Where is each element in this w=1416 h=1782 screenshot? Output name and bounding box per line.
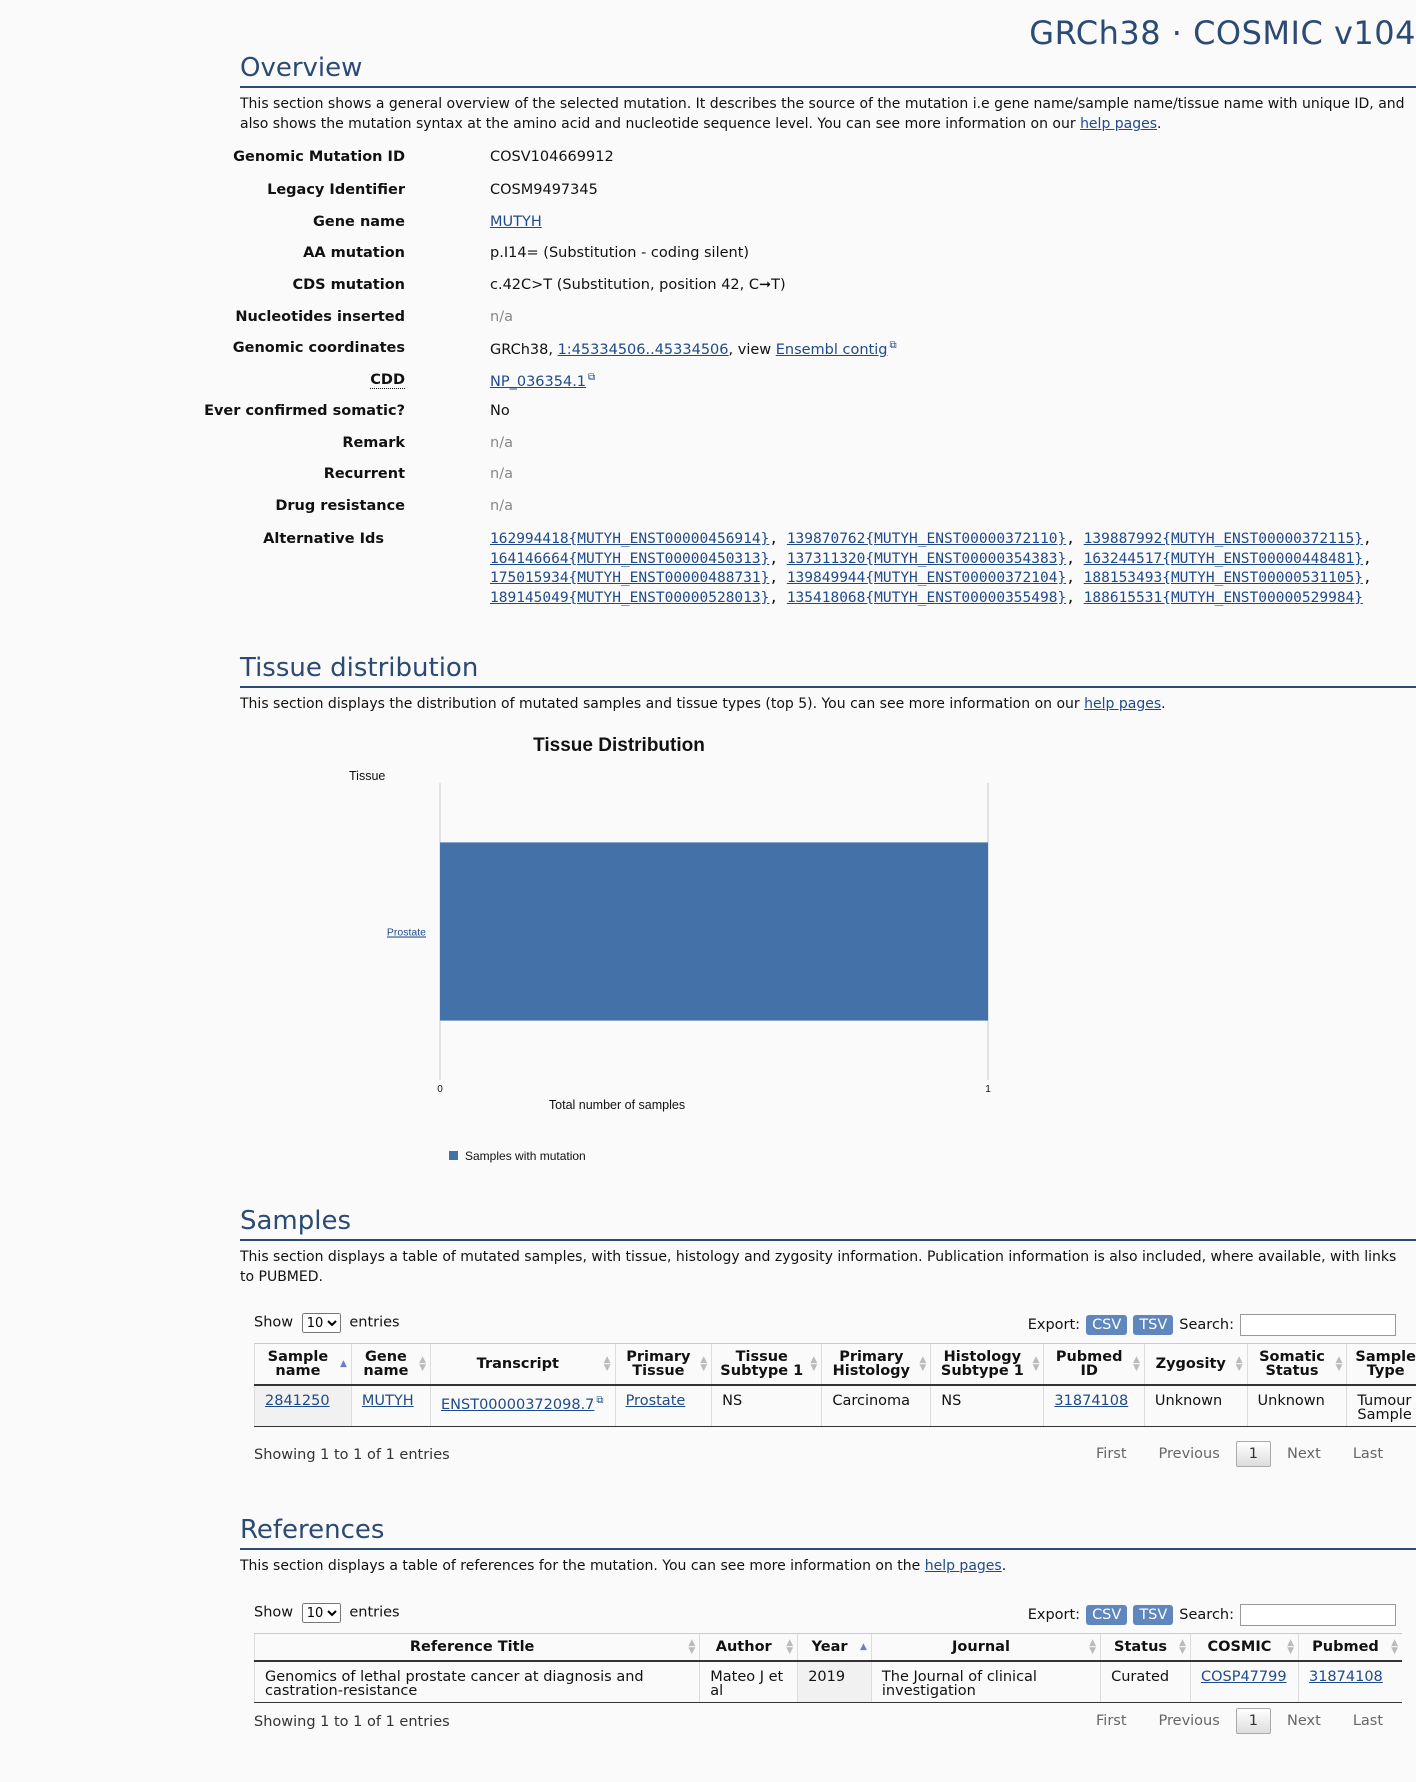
export-label: Export: bbox=[1027, 1607, 1081, 1623]
col-label: COSMIC bbox=[1207, 1639, 1272, 1655]
sort-icon: ▲ ▼ bbox=[919, 1355, 927, 1373]
separator: , bbox=[1066, 570, 1084, 586]
references-info: Showing 1 to 1 of 1 entries bbox=[254, 1714, 450, 1730]
row-cds-mutation bbox=[240, 277, 1416, 301]
samples-desc-line1: This section displays a table of mutated samples, with tissue, histology and zygosity information. Publication information is also included, where available, with links bbox=[240, 1249, 1397, 1265]
legend-label: Samples with mutation bbox=[465, 1149, 586, 1163]
chart-bars bbox=[440, 842, 988, 1020]
search-label: Search: bbox=[1179, 1317, 1234, 1333]
gene-name-link[interactable]: MUTYH bbox=[490, 214, 542, 230]
alternative-id-link[interactable]: 188153493{MUTYH_ENST00000531105} bbox=[1083, 570, 1364, 586]
chart-category-label[interactable]: Prostate bbox=[386, 926, 426, 939]
sort-icon: ▲ ▼ bbox=[1287, 1638, 1294, 1656]
chart-x-tick-label: 1 bbox=[985, 1084, 991, 1095]
sort-icon: ▲ ▼ bbox=[810, 1355, 818, 1373]
separator: , bbox=[769, 531, 787, 547]
chart-x-tick-labels bbox=[437, 1084, 991, 1095]
external-link-icon: ⧉ bbox=[889, 340, 897, 351]
separator: , bbox=[769, 570, 787, 586]
separator: , bbox=[1066, 550, 1084, 567]
sort-icon: ▲ ▼ bbox=[1335, 1355, 1343, 1373]
samples-table bbox=[254, 1343, 1416, 1427]
references-heading: References bbox=[240, 1514, 1416, 1550]
alternative-id-link[interactable]: 162994418{MUTYH_ENST00000456914} bbox=[490, 531, 770, 547]
label-cds-mutation: CDS mutation bbox=[292, 277, 405, 293]
overview-desc-end: . bbox=[1157, 116, 1162, 132]
alternative-ids-list bbox=[490, 530, 1416, 608]
references-desc-end: . bbox=[1001, 1558, 1007, 1574]
row-drug-resistance bbox=[240, 498, 1416, 522]
label-genomic-mutation-id: Genomic Mutation ID bbox=[233, 149, 405, 165]
alternative-id-link[interactable]: 139849944{MUTYH_ENST00000372104} bbox=[786, 570, 1067, 586]
col-label: Primary Histology bbox=[832, 1349, 911, 1379]
coords-prefix: GRCh38, bbox=[490, 341, 558, 358]
samples-pagination bbox=[1080, 1441, 1399, 1467]
label-ever-confirmed-somatic: Ever confirmed somatic? bbox=[204, 403, 405, 419]
samples-desc-line2: to PUBMED. bbox=[240, 1269, 323, 1285]
cell-zygosity: Unknown bbox=[1144, 1385, 1247, 1427]
samples-description bbox=[240, 1247, 1416, 1287]
overview-desc-text: also shows the mutation syntax at the amino acid and nucleotide sequence level. You can see more information on our bbox=[240, 116, 1081, 132]
cell-author: Mateo J et al bbox=[700, 1661, 798, 1703]
transcript-link[interactable]: ENST00000372098.7 bbox=[441, 1396, 595, 1413]
export-label: Export: bbox=[1027, 1317, 1081, 1333]
export-csv-button[interactable]: CSV bbox=[1086, 1605, 1127, 1625]
overview-heading: Overview bbox=[240, 52, 1416, 88]
sort-icon: ▲ ▼ bbox=[688, 1638, 696, 1656]
samples-search-input[interactable] bbox=[1240, 1314, 1396, 1336]
col-label: Reference Title bbox=[409, 1639, 535, 1655]
pager-current-page[interactable]: 1 bbox=[1236, 1441, 1271, 1467]
col-somatic-status[interactable] bbox=[1247, 1344, 1347, 1386]
pager-last[interactable]: Last bbox=[1352, 1713, 1384, 1729]
cdd-link[interactable]: NP_036354.1 bbox=[490, 373, 587, 390]
row-cdd bbox=[240, 372, 1416, 396]
references-length-control bbox=[254, 1603, 400, 1623]
tissue-description bbox=[240, 694, 1416, 714]
sample-link[interactable]: 2841250 bbox=[265, 1393, 330, 1409]
col-reference-title[interactable] bbox=[255, 1634, 700, 1662]
col-gene-name[interactable] bbox=[351, 1344, 430, 1386]
value-ever-confirmed-somatic: No bbox=[490, 403, 510, 419]
chart-y-axis-title: Tissue bbox=[349, 769, 386, 783]
col-label: Zygosity bbox=[1155, 1356, 1226, 1372]
col-transcript[interactable] bbox=[431, 1344, 616, 1386]
references-page-size-select[interactable] bbox=[302, 1603, 341, 1623]
alternative-id-link[interactable]: 135418068{MUTYH_ENST00000355498} bbox=[786, 589, 1067, 606]
cell-histology-subtype: NS bbox=[931, 1385, 1044, 1427]
cell-tissue-subtype: NS bbox=[712, 1385, 822, 1427]
col-label: Somatic Status bbox=[1259, 1349, 1325, 1379]
search-label: Search: bbox=[1179, 1607, 1234, 1623]
value-nucleotides-inserted: n/a bbox=[490, 309, 513, 325]
row-genomic-mutation-id bbox=[233, 149, 1416, 173]
sort-icon: ▲ ▼ bbox=[603, 1355, 611, 1373]
pubmed-link[interactable]: 31874108 bbox=[1054, 1393, 1129, 1409]
chart-title: Tissue Distribution bbox=[533, 735, 705, 756]
col-label: Status bbox=[1114, 1639, 1168, 1655]
legend-swatch bbox=[449, 1151, 458, 1160]
col-label: Histology Subtype 1 bbox=[940, 1349, 1024, 1379]
label-nucleotides-inserted: Nucleotides inserted bbox=[235, 309, 405, 325]
pager-previous[interactable]: Previous bbox=[1158, 1446, 1220, 1462]
cell-sample-type: Tumour Sample bbox=[1347, 1385, 1416, 1427]
help-pages-link[interactable]: help pages bbox=[1084, 696, 1162, 712]
table-row bbox=[255, 1661, 1403, 1703]
col-label: Journal bbox=[952, 1639, 1010, 1655]
cell-somatic-status: Unknown bbox=[1247, 1385, 1347, 1427]
coordinates-link[interactable]: 1:45334506..45334506 bbox=[557, 341, 729, 358]
value-cds-mutation: c.42C>T (Substitution, position 42, C➞T) bbox=[490, 277, 786, 293]
pager-first[interactable]: First bbox=[1096, 1713, 1127, 1729]
references-table bbox=[254, 1633, 1402, 1703]
row-aa-mutation bbox=[240, 245, 1416, 269]
export-csv-button[interactable]: CSV bbox=[1086, 1315, 1127, 1335]
overview-desc-line2 bbox=[240, 114, 1416, 134]
alternative-id-link[interactable]: 163244517{MUTYH_ENST00000448481} bbox=[1083, 550, 1364, 567]
sort-icon: ▲ ▼ bbox=[1032, 1355, 1040, 1373]
gene-link[interactable]: MUTYH bbox=[361, 1393, 414, 1409]
samples-page-size-select[interactable] bbox=[302, 1313, 341, 1333]
col-primary-histology[interactable] bbox=[822, 1344, 931, 1386]
pager-next[interactable]: Next bbox=[1287, 1713, 1321, 1729]
overview-desc-line1: This section shows a general overview of the selected mutation. It describes the source of the mutation i.e gene name/sample name/tissue name with unique ID, and bbox=[240, 96, 1405, 112]
value-remark: n/a bbox=[490, 435, 513, 451]
label-drug-resistance: Drug resistance bbox=[275, 498, 405, 514]
references-description bbox=[240, 1556, 1416, 1576]
label-genomic-coordinates: Genomic coordinates bbox=[232, 340, 405, 356]
chart-legend bbox=[449, 1149, 586, 1163]
separator: , bbox=[1363, 550, 1372, 567]
chart-x-tick-label: 0 bbox=[437, 1084, 443, 1095]
value-aa-mutation: p.I14= (Substitution - coding silent) bbox=[490, 245, 750, 261]
cell-primary-histology: Carcinoma bbox=[822, 1385, 931, 1427]
sort-icon: ▲ ▼ bbox=[700, 1355, 708, 1373]
alternative-id-link[interactable]: 139870762{MUTYH_ENST00000372110} bbox=[786, 531, 1067, 547]
cell-journal: The Journal of clinical investigation bbox=[871, 1661, 1100, 1703]
separator: , bbox=[1066, 531, 1084, 547]
pager-first[interactable]: First bbox=[1096, 1446, 1127, 1462]
pager-last[interactable]: Last bbox=[1352, 1446, 1384, 1462]
entries-label: entries bbox=[349, 1604, 400, 1621]
help-pages-link[interactable]: help pages bbox=[1080, 116, 1158, 132]
alternative-id-link[interactable]: 164146664{MUTYH_ENST00000450313} bbox=[490, 550, 770, 567]
separator: , bbox=[769, 550, 787, 567]
value-drug-resistance: n/a bbox=[490, 498, 513, 514]
row-legacy-identifier bbox=[240, 182, 1416, 206]
label-remark: Remark bbox=[342, 435, 405, 451]
samples-export-control bbox=[1028, 1314, 1396, 1336]
references-header-row bbox=[255, 1634, 1403, 1662]
label-aa-mutation: AA mutation bbox=[303, 245, 405, 261]
samples-info: Showing 1 to 1 of 1 entries bbox=[254, 1447, 450, 1463]
overview-description bbox=[240, 94, 1416, 134]
col-year[interactable] bbox=[798, 1634, 872, 1662]
col-label: Year bbox=[811, 1639, 848, 1655]
cell-year: 2019 bbox=[798, 1661, 872, 1703]
col-label: Primary Tissue bbox=[626, 1349, 691, 1379]
row-genomic-coordinates bbox=[232, 340, 1416, 364]
references-pagination bbox=[1080, 1708, 1399, 1734]
col-sample-type[interactable] bbox=[1347, 1344, 1416, 1386]
chart-x-axis-title: Total number of samples bbox=[548, 1098, 686, 1112]
col-label: Tissue Subtype 1 bbox=[720, 1349, 804, 1379]
col-label: Pubmed ID bbox=[1055, 1349, 1123, 1379]
references-export-control bbox=[1028, 1604, 1396, 1626]
export-tsv-button[interactable]: TSV bbox=[1133, 1605, 1173, 1625]
sort-icon: ▲ ▼ bbox=[1235, 1355, 1243, 1373]
show-label: Show bbox=[254, 1314, 294, 1331]
entries-label: entries bbox=[349, 1314, 400, 1331]
ensembl-contig-link[interactable]: Ensembl contig bbox=[775, 341, 888, 358]
pager-previous[interactable]: Previous bbox=[1158, 1713, 1220, 1729]
row-ever-confirmed-somatic bbox=[204, 403, 1416, 427]
row-recurrent bbox=[240, 466, 1416, 490]
alternative-id-link[interactable]: 189145049{MUTYH_ENST00000528013} bbox=[490, 589, 770, 606]
col-cosmic[interactable] bbox=[1190, 1634, 1298, 1662]
label-gene-name: Gene name bbox=[313, 214, 405, 230]
sort-icon: ▲ ▼ bbox=[1089, 1638, 1097, 1656]
external-link-icon: ⧉ bbox=[596, 1395, 604, 1406]
sort-icon: ▲ ▼ bbox=[1179, 1638, 1186, 1656]
alternative-id-link[interactable]: 139887992{MUTYH_ENST00000372115} bbox=[1083, 531, 1364, 547]
chart-category-labels bbox=[387, 927, 426, 939]
tissue-distribution-chart bbox=[300, 725, 1020, 1175]
col-label: Transcript bbox=[476, 1356, 559, 1372]
export-tsv-button[interactable]: TSV bbox=[1133, 1315, 1173, 1335]
col-primary-tissue[interactable] bbox=[615, 1344, 712, 1386]
separator: , bbox=[1363, 570, 1372, 586]
references-search-input[interactable] bbox=[1240, 1604, 1396, 1626]
value-genomic-mutation-id: COSV104669912 bbox=[490, 149, 614, 165]
col-zygosity[interactable] bbox=[1144, 1344, 1247, 1386]
value-legacy-identifier: COSM9497345 bbox=[490, 182, 598, 198]
pager-next[interactable]: Next bbox=[1287, 1446, 1321, 1462]
col-label: Sample name bbox=[267, 1349, 329, 1379]
sort-icon: ▲ ▼ bbox=[1132, 1355, 1140, 1373]
chart-bar[interactable] bbox=[440, 842, 988, 1020]
col-pubmed[interactable] bbox=[1298, 1634, 1402, 1662]
tissue-desc-text: This section displays the distribution of mutated samples and tissue types (top 5). You can see more information on our bbox=[240, 696, 1085, 712]
label-alternative-ids: Alternative Ids bbox=[263, 531, 384, 547]
tissue-desc-end: . bbox=[1161, 696, 1166, 712]
sort-icon: ▲ ▼ bbox=[786, 1638, 794, 1656]
pager-current-page[interactable]: 1 bbox=[1236, 1708, 1271, 1734]
row-remark bbox=[240, 435, 1416, 459]
samples-heading: Samples bbox=[240, 1205, 1416, 1241]
col-label: Sample Type bbox=[1355, 1349, 1416, 1379]
row-gene-name bbox=[240, 214, 1416, 238]
sort-asc-icon: ▲ bbox=[339, 1359, 347, 1369]
coords-mid: , view bbox=[728, 341, 776, 358]
col-label: Gene name bbox=[363, 1349, 409, 1379]
label-cdd bbox=[370, 372, 405, 388]
col-label: Pubmed bbox=[1312, 1639, 1379, 1655]
page-title: GRCh38 · COSMIC v104 bbox=[1029, 14, 1416, 52]
col-pubmed-id[interactable] bbox=[1044, 1344, 1144, 1386]
cosmic-link[interactable]: COSP47799 bbox=[1200, 1669, 1287, 1685]
value-recurrent: n/a bbox=[490, 466, 513, 482]
show-label: Show bbox=[254, 1604, 294, 1621]
cdd-abbr: CDD bbox=[370, 372, 405, 388]
col-label: Author bbox=[715, 1639, 772, 1655]
col-tissue-subtype[interactable] bbox=[712, 1344, 822, 1386]
tissue-link[interactable]: Prostate bbox=[625, 1393, 686, 1409]
pubmed-link[interactable]: 31874108 bbox=[1308, 1669, 1383, 1685]
cell-status: Curated bbox=[1101, 1661, 1191, 1703]
tissue-heading: Tissue distribution bbox=[240, 652, 1416, 688]
col-status[interactable] bbox=[1101, 1634, 1191, 1662]
sort-icon: ▲ ▼ bbox=[1391, 1638, 1398, 1656]
separator: , bbox=[1363, 531, 1372, 547]
help-pages-link[interactable]: help pages bbox=[924, 1558, 1002, 1574]
sort-icon: ▲ ▼ bbox=[419, 1355, 427, 1373]
sort-asc-icon: ▲ bbox=[859, 1642, 867, 1652]
external-link-icon: ⧉ bbox=[588, 372, 596, 383]
references-desc-text: This section displays a table of references for the mutation. You can see more information on the bbox=[240, 1558, 925, 1574]
samples-length-control bbox=[254, 1313, 400, 1333]
table-row bbox=[255, 1385, 1416, 1427]
samples-header-row bbox=[255, 1344, 1416, 1386]
col-journal[interactable] bbox=[871, 1634, 1100, 1662]
cell-reference-title: Genomics of lethal prostate cancer at diagnosis and castration-resistance bbox=[255, 1661, 700, 1703]
label-legacy-identifier: Legacy Identifier bbox=[267, 182, 405, 198]
col-author[interactable] bbox=[700, 1634, 798, 1662]
label-recurrent: Recurrent bbox=[323, 466, 405, 482]
alternative-id-link[interactable]: 175015934{MUTYH_ENST00000488731} bbox=[490, 570, 770, 586]
col-histology-subtype[interactable] bbox=[931, 1344, 1044, 1386]
col-sample-name[interactable] bbox=[255, 1344, 352, 1386]
row-nucleotides-inserted bbox=[235, 309, 1416, 333]
separator: , bbox=[769, 589, 787, 606]
separator: , bbox=[1066, 589, 1084, 606]
alternative-id-link[interactable]: 137311320{MUTYH_ENST00000354383} bbox=[786, 550, 1067, 567]
alternative-id-link[interactable]: 188615531{MUTYH_ENST00000529984} bbox=[1083, 589, 1364, 606]
